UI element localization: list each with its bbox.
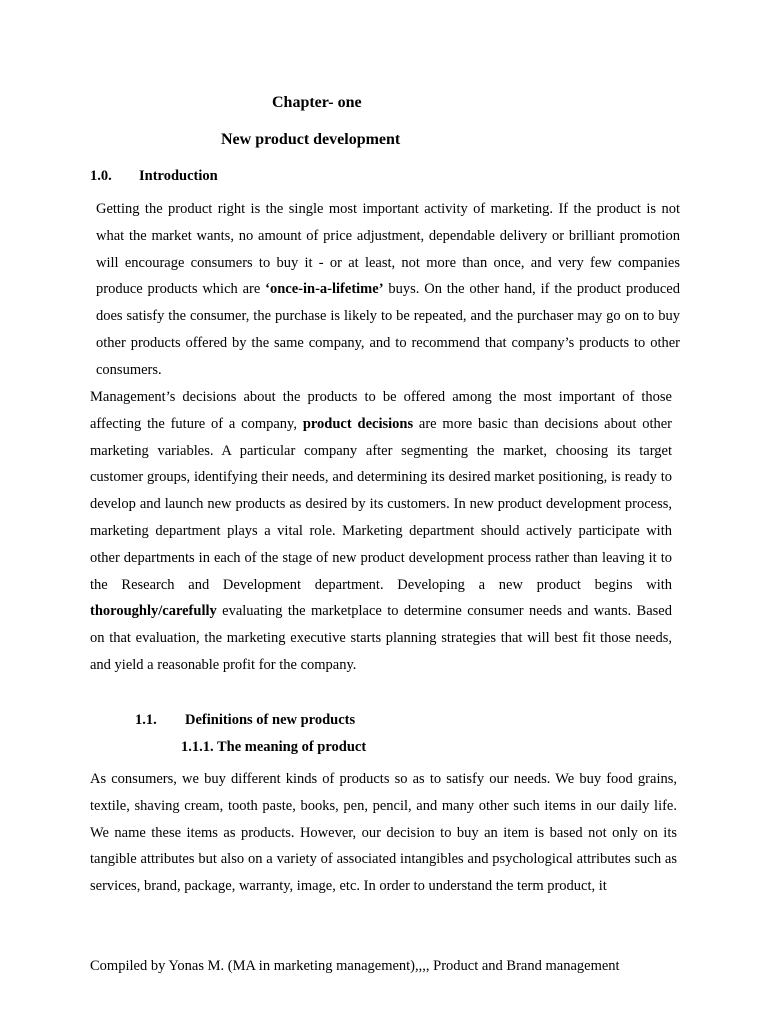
mgmt-text-3: evaluating the marketplace to determine consumer needs and wants. Based on that evaluation, the marketing executive starts planning strategies that will best fit those needs, and yield a reasonable profit for the company. (90, 603, 672, 673)
section-heading-intro (90, 168, 218, 185)
section-number: 1.0. (90, 168, 112, 184)
section-title: Definitions of new products (185, 712, 356, 728)
intro-text-1: Getting the product right is the single most important activity of marketing. If the product is not what the market wants, no amount of price adjustment, dependable delivery or brilliant promotion will encourage consumers to buy it - or at least, not more than once, and very few companies produce products which are (96, 201, 680, 298)
page-footer: Compiled by Yonas M. (MA in marketing management),,,, Product and Brand management (90, 958, 620, 974)
mgmt-bold-phrase-2: thoroughly/carefully (90, 603, 217, 620)
mgmt-text-1: Management’s decisions about the products to be offered among the most important of those affecting the future of a company, (90, 389, 672, 432)
consumers-paragraph: As consumers, we buy different kinds of products so as to satisfy our needs. We buy food grains, textile, shaving cream, tooth paste, books, pen, pencil, and many other such items in our daily life. We name these items as products. However, our decision to buy an item is based not only on its tangible attributes but also on a variety of associated intangibles and psychological attributes such as services, brand, package, warranty, image, etc. In order to understand the term product, it (90, 771, 677, 895)
intro-paragraph (96, 196, 680, 384)
chapter-title: Chapter- one (272, 94, 362, 111)
intro-bold-phrase: ‘once-in-a-lifetime’ (265, 281, 384, 298)
section-heading-definitions (135, 712, 355, 729)
mgmt-bold-phrase-1: product decisions (302, 415, 414, 432)
section-number: 1.1. (135, 712, 157, 728)
mgmt-text-2: are more basic than decisions about other marketing variables. A particular company after segmenting the market, choosing its target customer groups, identifying their needs, and determining its desired market positioning, is ready to develop and launch new products as desired by its customers. In new product development process, marketing department plays a vital role. Marketing department should actively participate with other departments in each of the stage of new product development process rather than leaving it to the Research and Development department. Developing a new product begins with (90, 415, 672, 593)
subsection-heading-meaning: 1.1.1. The meaning of product (181, 739, 367, 755)
section-title: Introduction (139, 168, 218, 184)
intro-text-2: buys. On the other hand, if the product produced does satisfy the consumer, the purchase is likely to be repeated, and the purchaser may go on to buy other products offered by the same company, and to recommend that company’s products to other consumers. (96, 281, 680, 378)
page-title: New product development (221, 131, 401, 148)
management-paragraph (90, 384, 672, 679)
